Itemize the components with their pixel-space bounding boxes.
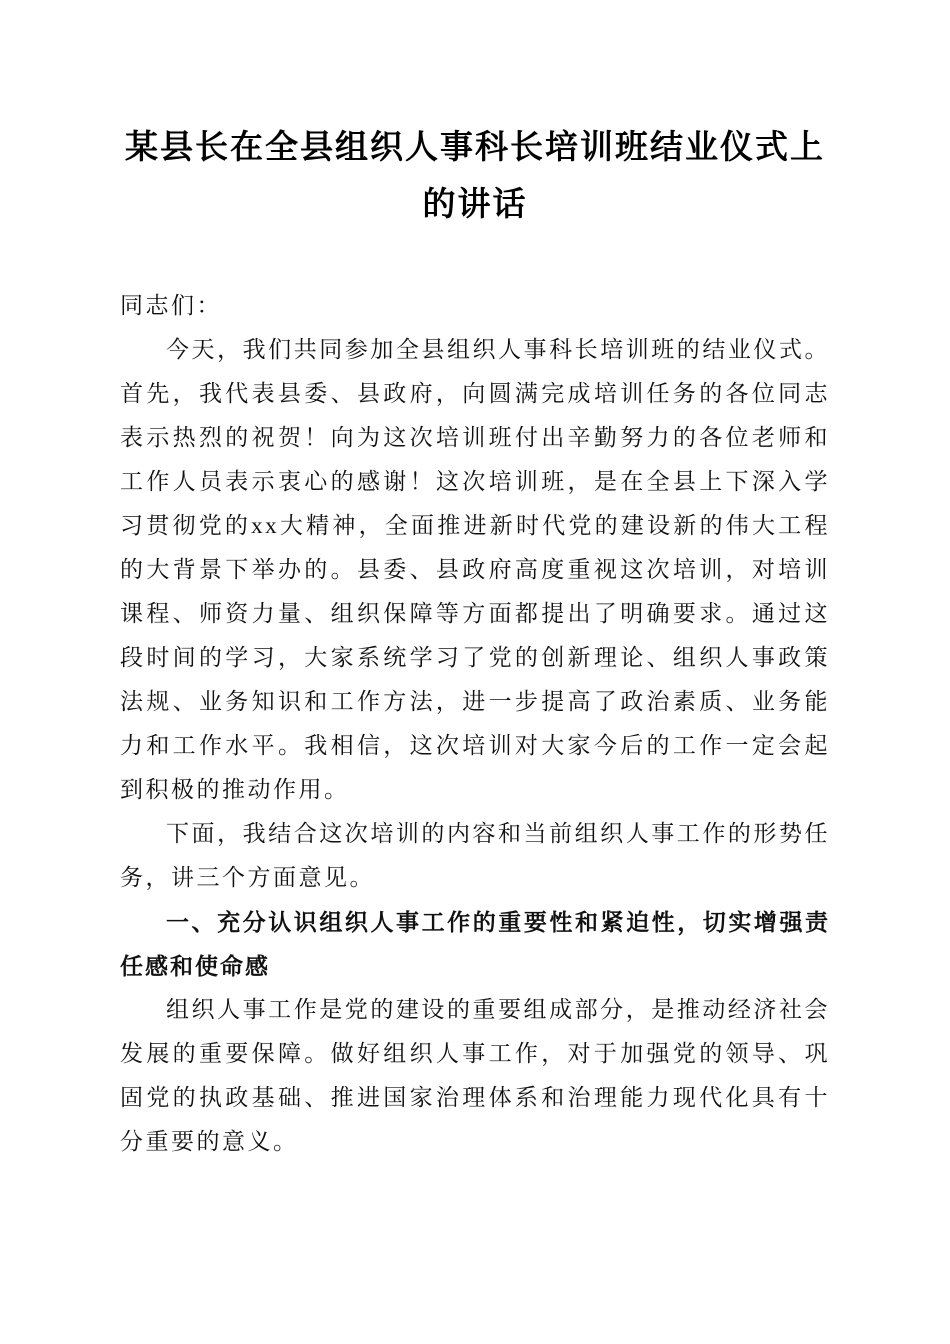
document-title: 某县长在全县组织人事科长培训班结业仪式上的讲话 <box>125 128 825 222</box>
document-body <box>120 284 830 1164</box>
body-paragraph: 组织人事工作是党的建设的重要组成部分，是推动经济社会发展的重要保障。做好组织人事工作，对于加强党的领导、巩固党的执政基础、推进国家治理体系和治理能力现代化具有十分重要的意义。 <box>120 997 830 1154</box>
body-paragraph: 今天，我们共同参加全县组织人事科长培训班的结业仪式。首先，我代表县委、县政府，向圆满完成培训任务的各位同志表示热烈的祝贺！向为这次培训班付出辛勤努力的各位老师和工作人员表示衷心的感谢！这次培训班，是在全县上下深入学习贯彻党的xx大精神，全面推进新时代党的建设新的伟大工程的大背景下举办的。县委、县政府高度重视这次培训，对培训课程、师资力量、组织保障等方面都提出了明确要求。通过这段时间的学习，大家系统学习了党的创新理论、组织人事政策法规、业务知识和工作方法，进一步提高了政治素质、业务能力和工作水平。我相信，这次培训对大家今后的工作一定会起到积极的推动作用。 <box>120 337 830 802</box>
body-paragraph: 下面，我结合这次培训的内容和当前组织人事工作的形势任务，讲三个方面意见。 <box>120 821 830 890</box>
body-paragraph: 同志们： <box>120 293 222 318</box>
section-heading-paragraph: 一、充分认识组织人事工作的重要性和紧迫性，切实增强责任感和使命感 <box>120 909 830 979</box>
